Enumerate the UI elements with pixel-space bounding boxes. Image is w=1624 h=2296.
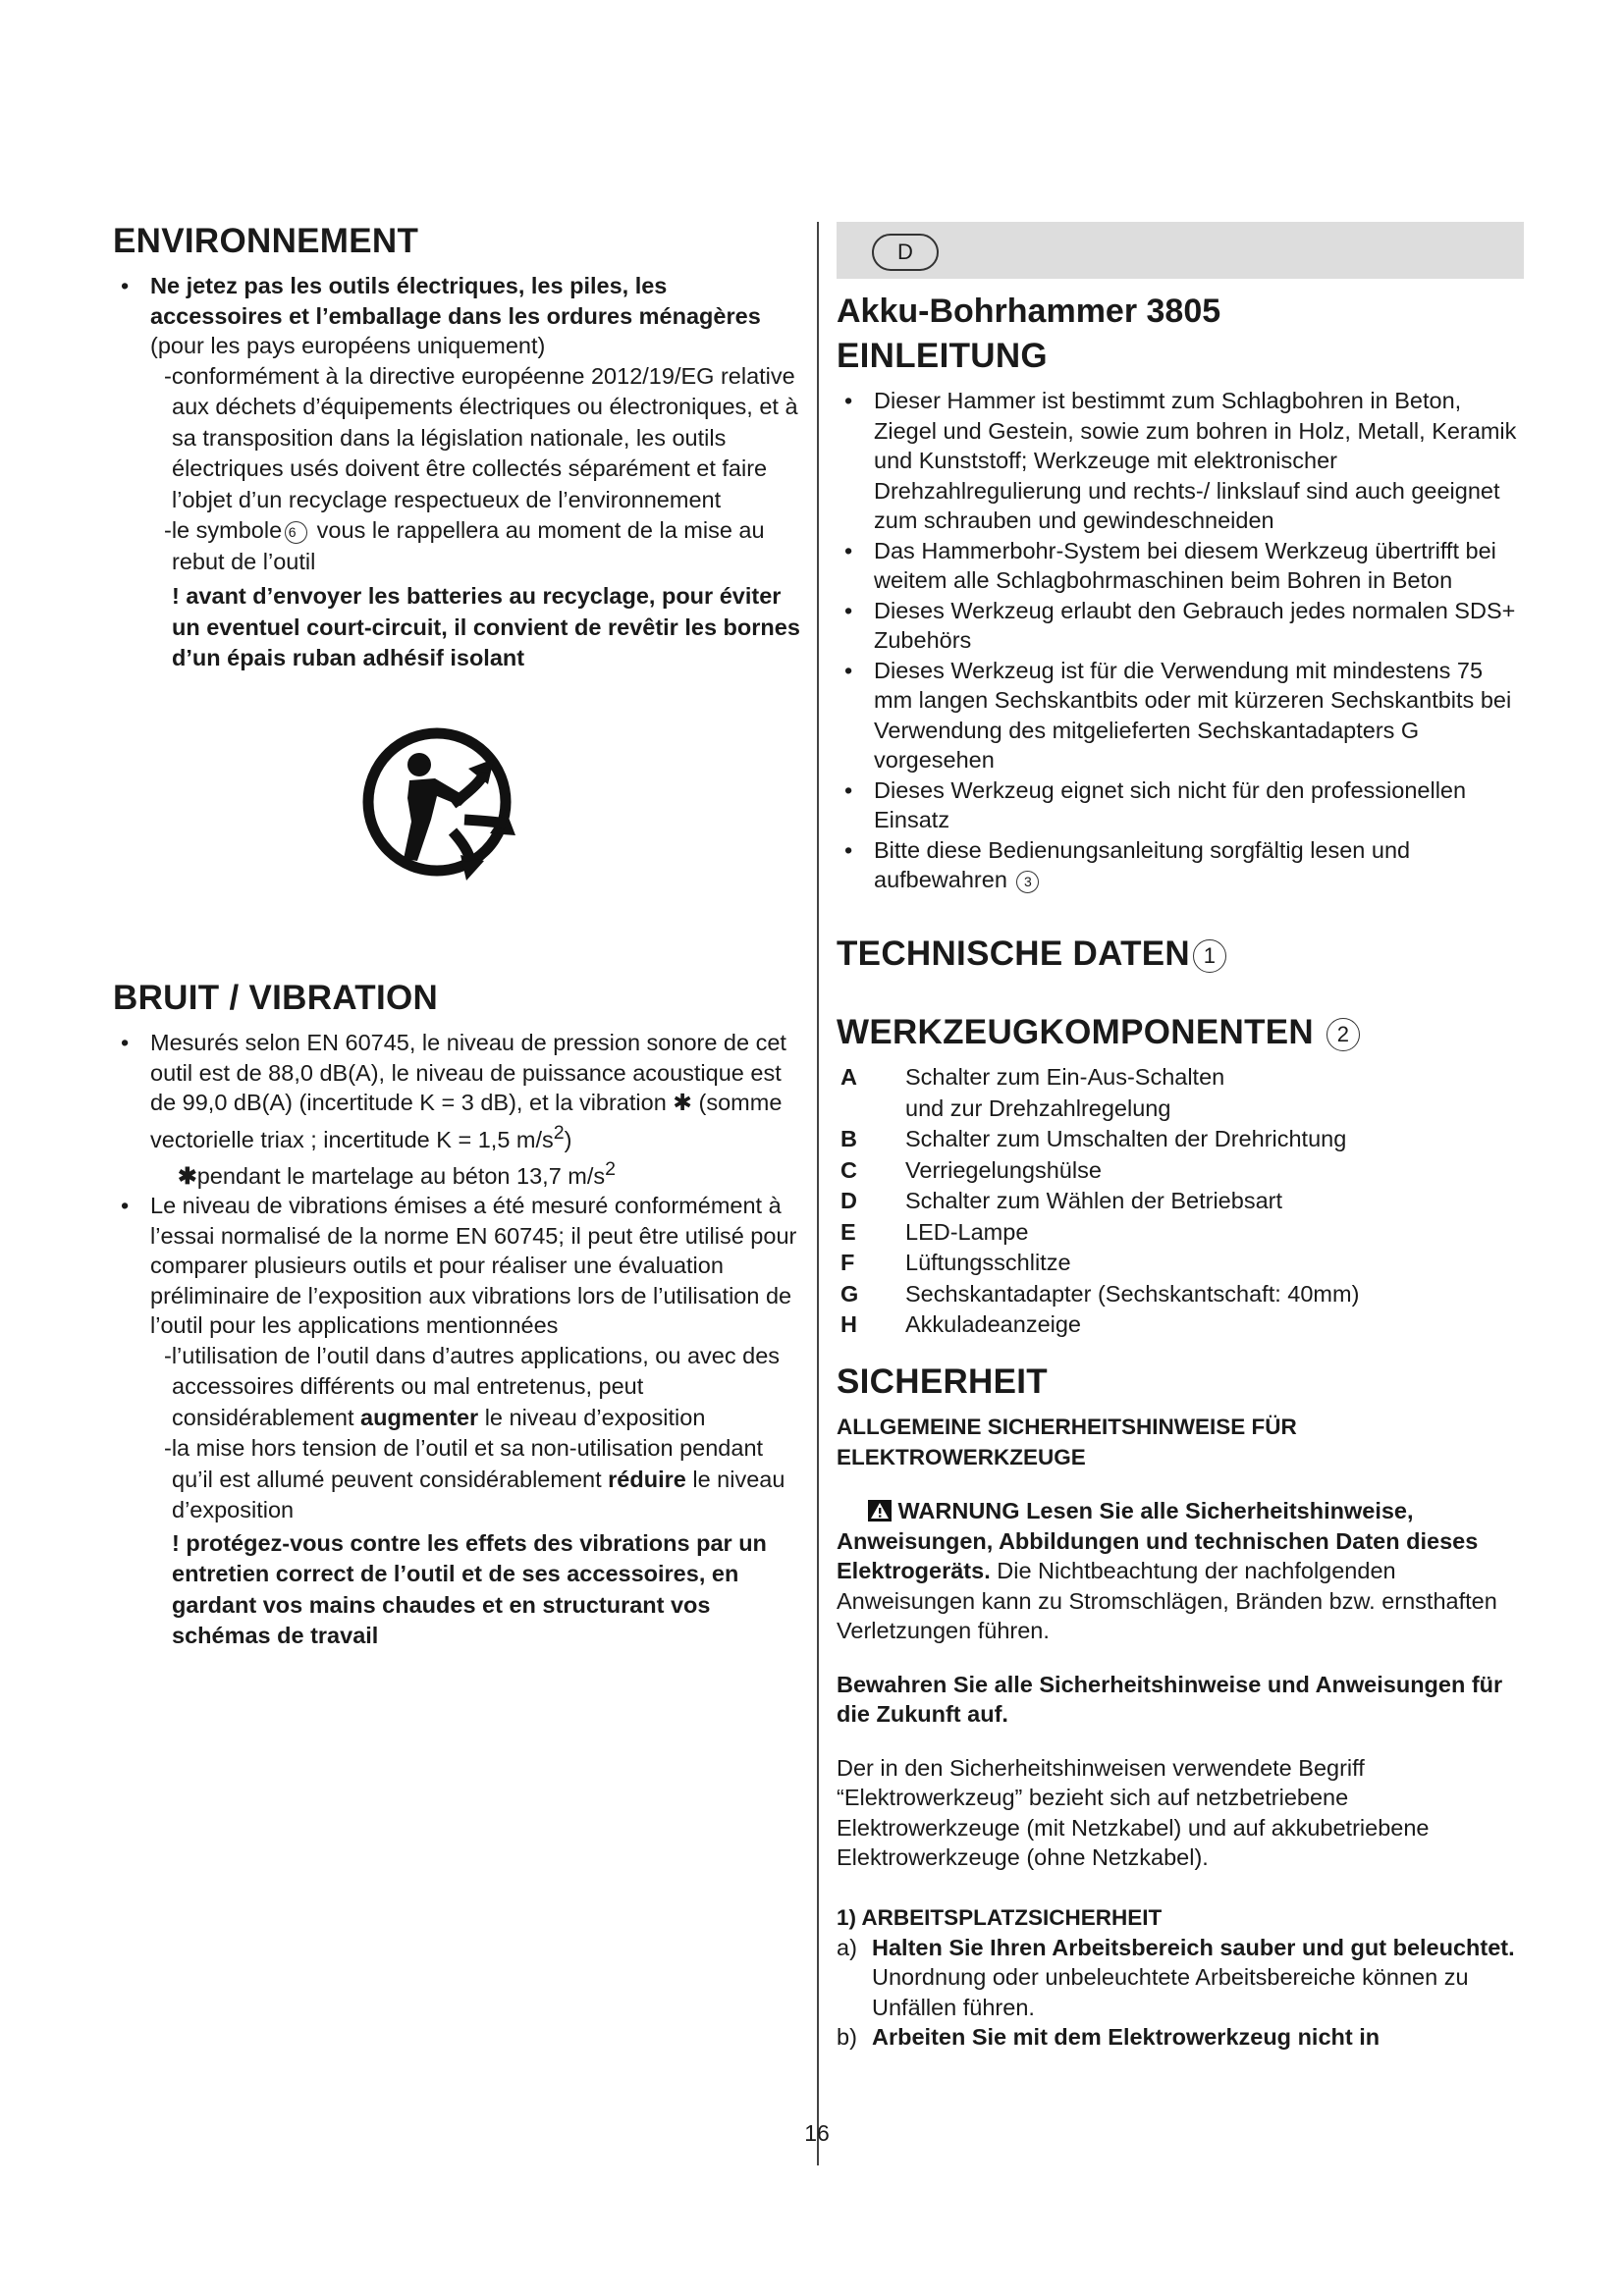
component-row [837,1062,1524,1094]
einleitung-bullet-2: • Das Hammerbohr-System bei diesem Werkzeug übertrifft bei weitem alle Schlagbohrmaschinen beim Bohren in Beton [837,536,1524,596]
werkzeugkomponenten-heading [837,1013,1524,1052]
hammer-vibration-text: pendant le martelage au béton 13,7 m/s [196,1162,606,1189]
component-value: Sechskantadapter (Sechskantschaft: 40mm) [905,1280,1360,1307]
noise-bullet-1-text-b: (somme vectorielle triax ; incertitude K = 1,5 m/s [150,1090,783,1152]
component-value: Akkuladeanzeige [905,1311,1081,1338]
noise-sub-1-bold: augmenter [360,1404,479,1430]
component-row [837,1279,1524,1310]
environment-sub-1: -conformément à la directive européenne 2012/19/EG relative aux déchets d’équipements électriques ou électroniques, et à sa transposition dans la législation nationale, les outils électriques usés doivent être collectés séparément et faire l’objet d’un recyclage respectueux de l’environnement [164,362,798,512]
component-value: Verriegelungshülse [905,1156,1102,1183]
component-key: B [840,1126,857,1152]
workplace-item-a-normal: Unordnung oder unbeleuchtete Arbeitsbereiche können zu Unfällen führen. [872,1964,1469,2020]
sicherheit-heading: SICHERHEIT [837,1362,1048,1401]
component-row [837,1186,1524,1217]
component-value: und zur Drehzahlregelung [905,1095,1171,1121]
term-definition-paragraph: Der in den Sicherheitshinweisen verwendete Begriff “Elektrowerkzeug” bezieht sich auf netzbetriebene Elektrowerkzeuge (mit Netzkabel) und auf akkubetriebene Elektrowerkzeuge (ohne Netzkabel). [837,1754,1430,1870]
noise-bullet-2: • Le niveau de vibrations émises a été mesuré conformément à l’essai normalisé de la norme EN 60745; il peut être utilisé pour comparer plusieurs outils et pour réaliser une évaluation préliminaire de l’exposition aux vibrations lors de l’utilisation de l’outil pour les applications mentionnées [113,1191,800,1341]
environment-bullet-normal: (pour les pays européens uniquement) [150,333,546,359]
component-key: C [840,1156,857,1183]
environment-sub-2 [113,515,800,577]
product-title: Akku-Bohrhammer 3805 [837,293,1221,330]
warning-bold-text: WARNUNG Lesen Sie alle Sicherheitshinweise, Anweisungen, Abbildungen und technischen Daten dieses Elektrogeräts. [837,1498,1479,1583]
workplace-item-a [837,1933,1524,2023]
noise-bullet-1 [113,1028,800,1154]
workplace-item-a-bold: Halten Sie Ihren Arbeitsbereich sauber und gut beleuchtet. [872,1934,1515,1960]
column-divider [817,222,819,2165]
environment-warning: ! avant d’envoyer les batteries au recyclage, pour éviter un eventuel court-circuit, il convient de revêtir les bornes d’un épais ruban adhésif isolant [172,583,800,671]
component-key: G [840,1280,859,1307]
component-row [837,1124,1524,1155]
warning-triangle-icon [837,1498,892,1523]
environment-bullet-bold: Ne jetez pas les outils électriques, les piles, les accessoires et l’emballage dans les ordures ménagères [150,273,761,329]
component-key: A [840,1064,857,1091]
triman-recycling-icon [358,714,535,890]
noise-sub-2-bold: réduire [608,1466,686,1492]
environment-sub-2-text-a: -le symbole [164,517,283,544]
components-list [837,1062,1524,1341]
environment-sub-2-text-b: vous le rappellera au moment de la mise au rebut de l’outil [172,517,765,574]
component-value: Schalter zum Wählen der Betriebsart [905,1188,1282,1214]
component-value: Schalter zum Ein-Aus-Schalten [905,1064,1225,1091]
component-row [837,1248,1524,1279]
component-row [837,1155,1524,1187]
einleitung-bullet-6 [837,835,1524,895]
asterisk-bold-icon: ✱ [178,1162,197,1189]
warning-normal-text: Die Nichtbeachtung der nachfolgenden Anweisungen kann zu Stromschlägen, Bränden bzw. ernsthaften Verletzungen führen. [837,1558,1497,1643]
left-column [113,222,800,1652]
workplace-item-b-bold: Arbeiten Sie mit dem Elektrowerkzeug nicht in [872,2024,1380,2050]
enum-label: a) [837,1934,857,1960]
component-row [837,1217,1524,1249]
page-number: 16 [804,2120,830,2146]
noise-bullet-1-text-c: ) [564,1126,572,1152]
technische-daten-heading [837,934,1524,974]
component-value: Lüftungsschlitze [905,1250,1071,1276]
callout-3-icon: 3 [1016,871,1039,893]
einleitung-bullet-5: • Dieses Werkzeug eignet sich nicht für den professionellen Einsatz [837,775,1524,835]
safety-general-subheading: ALLGEMEINE SICHERHEITSHINWEISE FÜR ELEKTROWERKZEUGE [837,1415,1297,1469]
right-column [837,222,1524,2053]
noise-sub-1 [113,1341,800,1434]
component-key: F [840,1250,855,1276]
werkzeugkomponenten-text: WERKZEUGKOMPONENTEN [837,1013,1314,1051]
keep-instructions-paragraph: Bewahren Sie alle Sicherheitshinweise und Anweisungen für die Zukunft auf. [837,1671,1503,1727]
noise-sub-1-text-b: le niveau d’exposition [478,1404,706,1430]
environment-heading: ENVIRONNEMENT [113,222,419,260]
component-key: D [840,1188,857,1214]
language-d-badge: D [872,234,939,271]
einleitung-bullet-3: • Dieses Werkzeug erlaubt den Gebrauch jedes normalen SDS+ Zubehörs [837,596,1524,656]
warning-paragraph [837,1496,1524,1646]
vibration-warning: ! protégez-vous contre les effets des vibrations par un entretien correct de l’outil et de ses accessoires, en gardant vos mains chaudes et en structurant vos schémas de travail [172,1529,767,1649]
enum-text [872,1933,1524,2023]
component-value: LED-Lampe [905,1218,1029,1245]
noise-bullet-1-sup: 2 [553,1121,565,1144]
component-key: E [840,1218,856,1245]
einleitung-bullet-4: • Dieses Werkzeug ist für die Verwendung mit mindestens 75 mm langen Sechskantbits oder mit kürzeren Sechskantbits bei Verwendung des mitgelieferten Sechskantadapters G vorgesehen [837,656,1524,775]
language-bar [837,222,1524,279]
component-key [837,1094,905,1125]
noise-sub-1-text-a: -l’utilisation de l’outil dans d’autres applications, ou avec des accessoires différents ou mal entretenus, peut considérablement [164,1342,781,1430]
noise-sub-2-text-a: -la mise hors tension de l’outil et sa non-utilisation pendant qu’il est allumé peuvent considérablement [164,1435,764,1492]
einleitung-heading: EINLEITUNG [837,337,1048,375]
noise-bullet-1-text-a: Mesurés selon EN 60745, le niveau de pression sonore de cet outil est de 88,0 dB(A), le niveau de puissance acoustique est de 99,0 dB(A) (incertitude K = 3 dB), et la vibration [150,1030,786,1115]
environment-bullet [113,271,800,361]
callout-6-icon: 6 [285,521,307,544]
noise-sub-2-text-b: le niveau d’exposition [172,1466,785,1523]
component-value: Schalter zum Umschalten der Drehrichtung [905,1126,1347,1152]
asterisk-icon: ✱ [673,1090,692,1115]
spacer [837,1646,1524,1670]
spacer [837,1873,1524,1896]
einleitung-list [837,386,1524,895]
component-key: H [840,1311,857,1338]
spacer [837,1472,1524,1496]
technische-daten-text: TECHNISCHE DATEN [837,934,1190,973]
callout-2-icon: 2 [1326,1018,1360,1051]
noise-list-2 [113,1191,800,1341]
noise-sub-2 [113,1433,800,1526]
component-row [837,1309,1524,1341]
noise-vibration-heading: BRUIT / VIBRATION [113,978,439,1017]
environment-list [113,271,800,361]
spacer [837,1730,1524,1753]
einleitung-bullet-1: • Dieser Hammer ist bestimmt zum Schlagbohren in Beton, Ziegel und Gestein, sowie zum bohren in Holz, Metall, Keramik und Kunststoff; Werkzeuge mit elektronischer Drehzahlregulierung und rechts-/ linkslauf sind auch geeignet zum schrauben und gewindeschneiden [837,386,1524,536]
workplace-item-b [837,2022,1524,2053]
einleitung-bullet-6-text: Bitte diese Bedienungsanleitung sorgfältig lesen und aufbewahren [874,836,1411,893]
component-row [837,1094,1524,1125]
hammer-vibration-line [113,1154,800,1191]
noise-list [113,1028,800,1154]
hammer-vibration-sup: 2 [605,1157,617,1180]
workplace-safety-heading: 1) ARBEITSPLATZSICHERHEIT [837,1904,1163,1930]
enum-label: b) [837,2024,857,2050]
callout-1-icon: 1 [1193,939,1226,973]
